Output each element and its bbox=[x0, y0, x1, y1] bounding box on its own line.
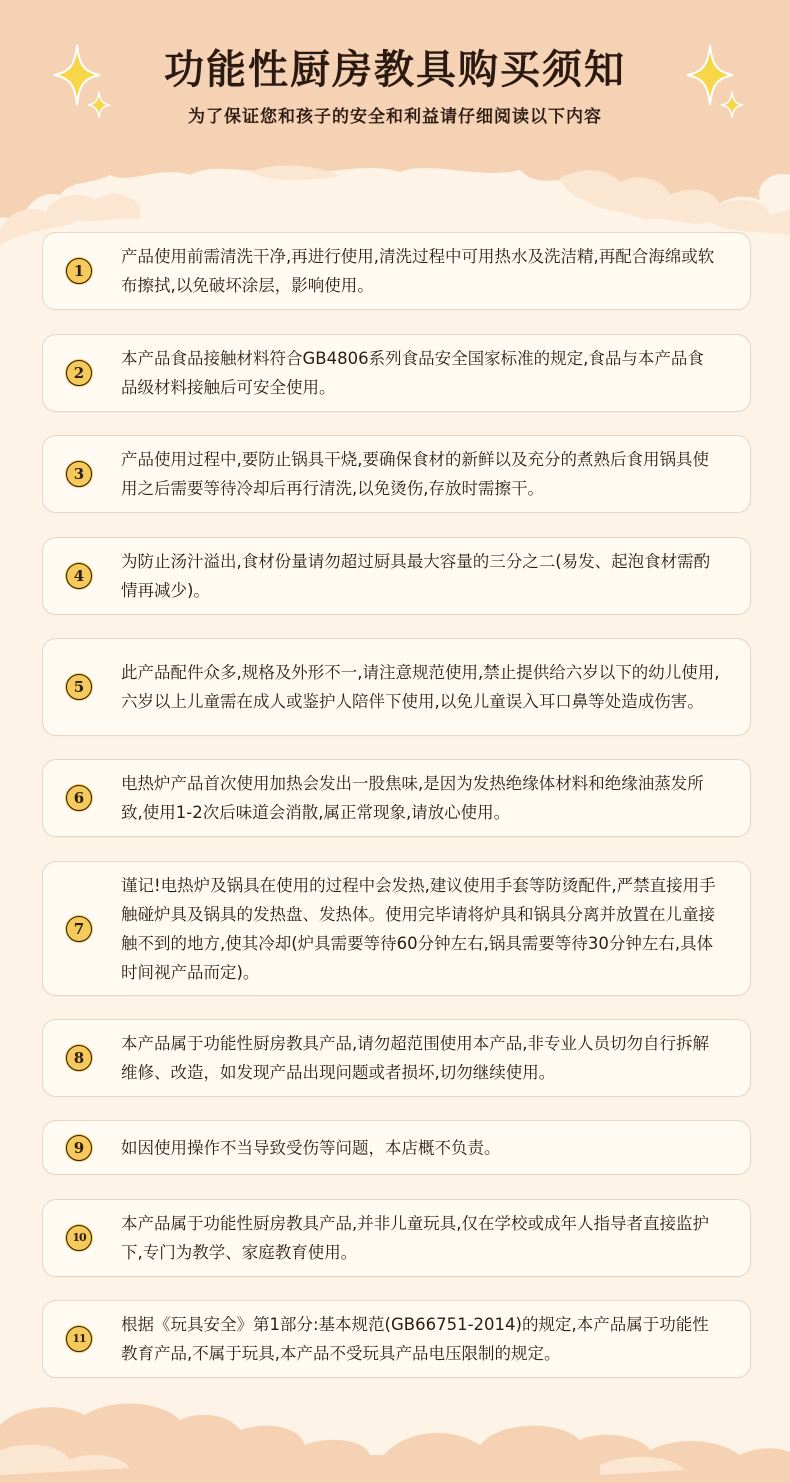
notice-text: 根据《玩具安全》第1部分:基本规范(GB66751-2014)的规定,本产品属于功能性教育产品,不属于玩具,本产品不受玩具产品电压限制的规定。 bbox=[121, 1315, 709, 1363]
page-subtitle: 为了保证您和孩子的安全和利益请仔细阅读以下内容 bbox=[188, 107, 602, 127]
number-badge: 8 bbox=[65, 1044, 93, 1072]
number-badge: 10 bbox=[65, 1224, 93, 1252]
notice-text: 本产品属于功能性厨房教具产品,请勿超范围使用本产品,非专业人员切勿自行拆解维修、改造，如发现产品出现问题或者损坏,切勿继续使用。 bbox=[121, 1034, 709, 1082]
page-title: 功能性厨房教具购买须知 bbox=[164, 47, 626, 93]
number-badge: 9 bbox=[65, 1134, 93, 1162]
notice-card bbox=[42, 1019, 751, 1097]
notice-text: 产品使用过程中,要防止锅具干烧,要确保食材的新鲜以及充分的煮熟后食用锅具使用之后需要等待冷却后再行清洗,以免烫伤,存放时需擦干。 bbox=[121, 450, 709, 498]
footer-cloud-background bbox=[0, 1390, 790, 1483]
notice-card bbox=[42, 861, 751, 996]
notice-text: 如因使用操作不当导致受伤等问题，本店概不负责。 bbox=[121, 1138, 501, 1157]
notice-card bbox=[42, 1199, 751, 1277]
number-badge: 7 bbox=[65, 915, 93, 943]
number-badge: 6 bbox=[65, 784, 93, 812]
notice-card bbox=[42, 759, 751, 837]
number-badge: 2 bbox=[65, 359, 93, 387]
notice-card bbox=[42, 334, 751, 412]
notice-text: 本产品食品接触材料符合GB4806系列食品安全国家标准的规定,食品与本产品食品级材料接触后可安全使用。 bbox=[121, 349, 704, 397]
notice-text: 为防止汤汁溢出,食材份量请勿超过厨具最大容量的三分之二(易发、起泡食材需酌情再减少)。 bbox=[121, 552, 711, 600]
notice-text: 产品使用前需清洗干净,再进行使用,清洗过程中可用热水及洗洁精,再配合海绵或软布擦拭,以免破坏涂层，影响使用。 bbox=[121, 247, 715, 295]
notice-text: 电热炉产品首次使用加热会发出一股焦味,是因为发热绝缘体材料和绝缘油蒸发所致,使用1-2次后味道会消散,属正常现象,请放心使用。 bbox=[121, 774, 704, 822]
number-badge: 1 bbox=[65, 257, 93, 285]
notice-card bbox=[42, 1300, 751, 1378]
notice-text: 本产品属于功能性厨房教具产品,并非儿童玩具,仅在学校或成年人指导者直接监护下,专门为教学、家庭教育使用。 bbox=[121, 1214, 709, 1262]
number-badge: 5 bbox=[65, 673, 93, 701]
notice-card bbox=[42, 537, 751, 615]
notice-card bbox=[42, 1120, 751, 1175]
notice-card bbox=[42, 232, 751, 310]
notice-text: 谨记!电热炉及锅具在使用的过程中会发热,建议使用手套等防烫配件,严禁直接用手触碰炉具及锅具的发热盘、发热体。使用完毕请将炉具和锅具分离并放置在儿童接触不到的地方,使其冷却(炉具需要等待60分钟左右,锅具需要等待30分钟左右,具体时间视产品而定)。 bbox=[121, 875, 716, 982]
number-badge: 11 bbox=[65, 1325, 93, 1353]
number-badge: 4 bbox=[65, 562, 93, 590]
notice-card bbox=[42, 638, 751, 736]
notice-card bbox=[42, 435, 751, 513]
number-badge: 3 bbox=[65, 460, 93, 488]
notice-text: 此产品配件众多,规格及外形不一,请注意规范使用,禁止提供给六岁以下的幼儿使用,六岁以上儿童需在成人或鉴护人陪伴下使用,以免儿童误入耳口鼻等处造成伤害。 bbox=[121, 663, 720, 711]
